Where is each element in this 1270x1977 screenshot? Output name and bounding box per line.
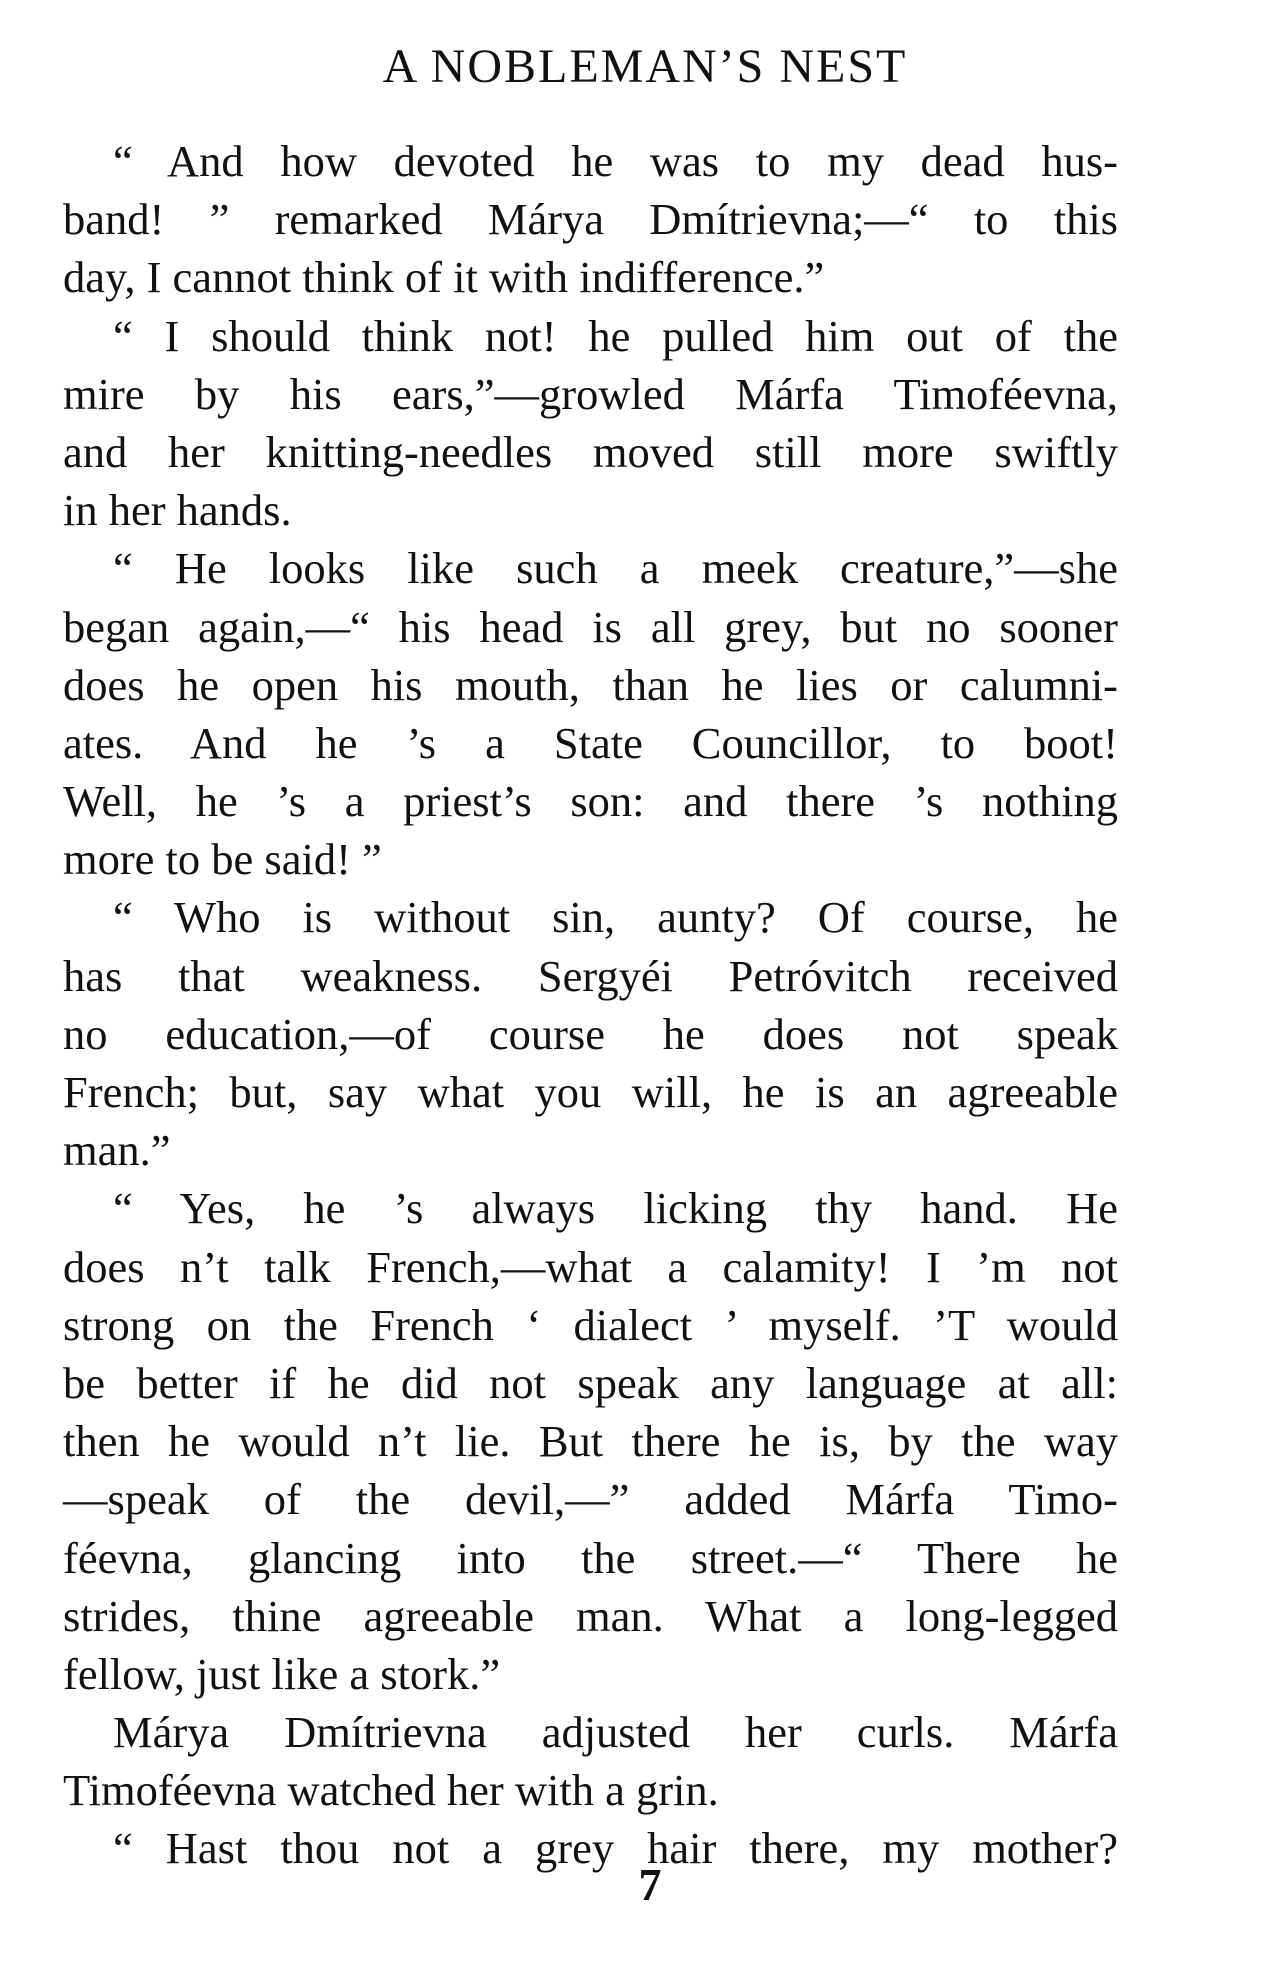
text-line: “ Who is without sin, aunty? Of course, he	[113, 892, 1118, 943]
body-text	[63, 132, 1118, 1878]
text-line: strides, thine agreeable man. What a long-legged	[63, 1590, 1118, 1641]
text-line: Timoféevna watched her with a grin.	[63, 1765, 719, 1816]
text-line: French; but, say what you will, he is an agreeable	[63, 1067, 1118, 1117]
text-line: —speak of the devil,—” added Márfa Timo-	[63, 1474, 1118, 1525]
page-number: 7	[638, 1859, 662, 1910]
text-line: strong on the French ‘ dialect ’ myself. ’T would	[63, 1299, 1118, 1350]
text-line: band! ” remarked Márya Dmítrievna;—“ to this	[63, 194, 1118, 245]
running-head-title: A NOBLEMAN’S NEST	[382, 40, 908, 93]
text-line: does he open his mouth, than he lies or calumni-	[63, 659, 1118, 710]
text-line: then he would n’t lie. But there he is, by the way	[63, 1416, 1118, 1467]
text-line: day, I cannot think of it with indifference.”	[63, 252, 825, 303]
text-line: ates. And he ’s a State Councillor, to boot!	[63, 717, 1118, 768]
text-line: man.”	[63, 1125, 171, 1176]
text-line: “ He looks like such a meek creature,”—she	[113, 543, 1118, 594]
text-line: no education,—of course he does not speak	[63, 1008, 1118, 1059]
text-line: does n’t talk French,—what a calamity! I ’m not	[63, 1241, 1118, 1292]
text-line: in her hands.	[63, 485, 292, 536]
text-line: and her knitting-needles moved still more swiftly	[63, 426, 1118, 477]
text-line: more to be said! ”	[63, 834, 382, 885]
text-line: mire by his ears,”—growled Márfa Timoféevna,	[63, 368, 1118, 419]
text-line: began again,—“ his head is all grey, but no sooner	[63, 601, 1118, 652]
text-line: “ Hast thou not a grey hair there, my mother?	[113, 1823, 1118, 1874]
text-line: “ And how devoted he was to my dead hus-	[113, 136, 1118, 186]
text-line: Márya Dmítrievna adjusted her curls. Márfa	[113, 1707, 1118, 1758]
text-line: has that weakness. Sergyéi Petróvitch received	[63, 950, 1118, 1001]
text-line: Well, he ’s a priest’s son: and there ’s nothing	[63, 776, 1118, 827]
text-line: féevna, glancing into the street.—“ There he	[63, 1532, 1118, 1583]
text-line: be better if he did not speak any language at all:	[63, 1357, 1118, 1408]
text-line: “ I should think not! he pulled him out of the	[113, 310, 1118, 361]
text-line: “ Yes, he ’s always licking thy hand. He	[113, 1183, 1118, 1234]
text-line: fellow, just like a stork.”	[63, 1648, 501, 1699]
